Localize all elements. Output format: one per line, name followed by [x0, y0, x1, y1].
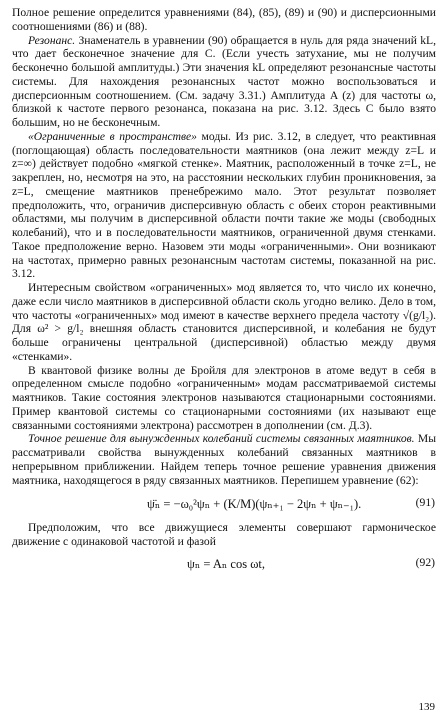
paragraph-body: Знаменатель в уравнении (90) обращается в нуль для ряда значений kL, что дает бесконечное значение для C. (Если учесть затухание, мы не получим бесконечно большой амплитуды.) Эти значения kL определяют резонансные частоты системы. Для нахождения резонансных частот можно воспользоваться и дисперсионным соотношением. (См. задачу 3.31.) Амплитуда A (z) для частоты ω, близкой к частоте первого резонанса, показана на рис. 3.12. Здесь C было взято большим, но не бесконечным.	[12, 33, 436, 129]
paragraph-body: моды. Из рис. 3.12, в следует, что реактивная (поглощающая) область последовательности маятников (она лежит между z=L и z=∞) действует подобно «мягкой стенке». Маятник, расположенный в точке z=L, не закреплен, но, несмотря на это, на расстоянии нескольких глубин проникновения, за z=L, смещение маятников пренебрежимо мало. Этот результат позволяет предположить, что, ограничив дисперсивную область с обеих сторон реактивными областями, мы получим в дисперсивной области почти такие же моды (свободных колебаний), что и в последовательности маятников, ограниченной двумя стенками. Такое предположение верно. Назовем эти моды «ограниченными». Они возникают на частотах, примерно равных резонансным частотам системы, показанной на рис. 3.12.	[12, 129, 436, 281]
equation-number: (91)	[415, 496, 435, 510]
equation-formula: ψ̈ₙ = −ω₀²ψₙ + (K/M)(ψₙ₊₁ − 2ψₙ + ψₙ₋₁).	[147, 497, 362, 512]
paragraph: Предположим, что все движущиеся элементы совершают гармоническое движение с одинаковой частотой и фазой	[12, 521, 436, 548]
equation-formula: ψₙ = Aₙ cos ωt,	[187, 556, 266, 571]
paragraph-bounded-modes	[12, 130, 436, 281]
paragraph-exact-solution	[12, 432, 436, 487]
paragraph: В квантовой физике волны де Бройля для электронов в атоме ведут в себя в определенном смысле подобно «ограниченным» модам рассматриваемой системы маятников. Такие состояния электронов называются стационарными состояниями. Пример квантовой системы со стационарными состояниями (их называют еще связанными состояниями электрона) рассмотрен в дополнении (см. Д.3).	[12, 363, 436, 432]
equation-number: (92)	[415, 555, 435, 569]
paragraph-heading: Резонанс.	[28, 33, 76, 47]
page-text-lower	[12, 521, 436, 549]
equation-91	[12, 487, 436, 521]
paragraph-heading: Точное решение для вынужденных колебаний системы связанных маятников.	[28, 432, 415, 446]
paragraph-body: Мы рассматривали свойства вынужденных колебаний связанных маятников в непрерывном приближении. Найдем теперь точное решение уравнения движения маятника, находящегося в ряду связанных маятников. Перепишем уравнение (62):	[12, 432, 436, 487]
paragraph: Полное решение определится уравнениями (84), (85), (89) и (90) и дисперсионными соотношениями (86) и (88).	[12, 6, 436, 33]
equation-92	[12, 549, 436, 579]
paragraph-heading: «Ограниченные в пространстве»	[28, 129, 197, 143]
paragraph-resonance	[12, 34, 436, 130]
page-text	[12, 6, 436, 487]
paragraph: Интересным свойством «ограниченных» мод является то, что число их конечно, даже если число маятников в дисперсивной области сколь угодно велико. Дело в том, что частоты «ограниченных» мод имеют в качестве верхнего предела частоту √(g/l₂). Для ω² > g/l₂ внешняя область становится дисперсивной, и колебания не будут больше ограничены центральной (дисперсивной) областью между двумя «стенками».	[12, 281, 436, 363]
page-number: 139	[418, 701, 435, 713]
